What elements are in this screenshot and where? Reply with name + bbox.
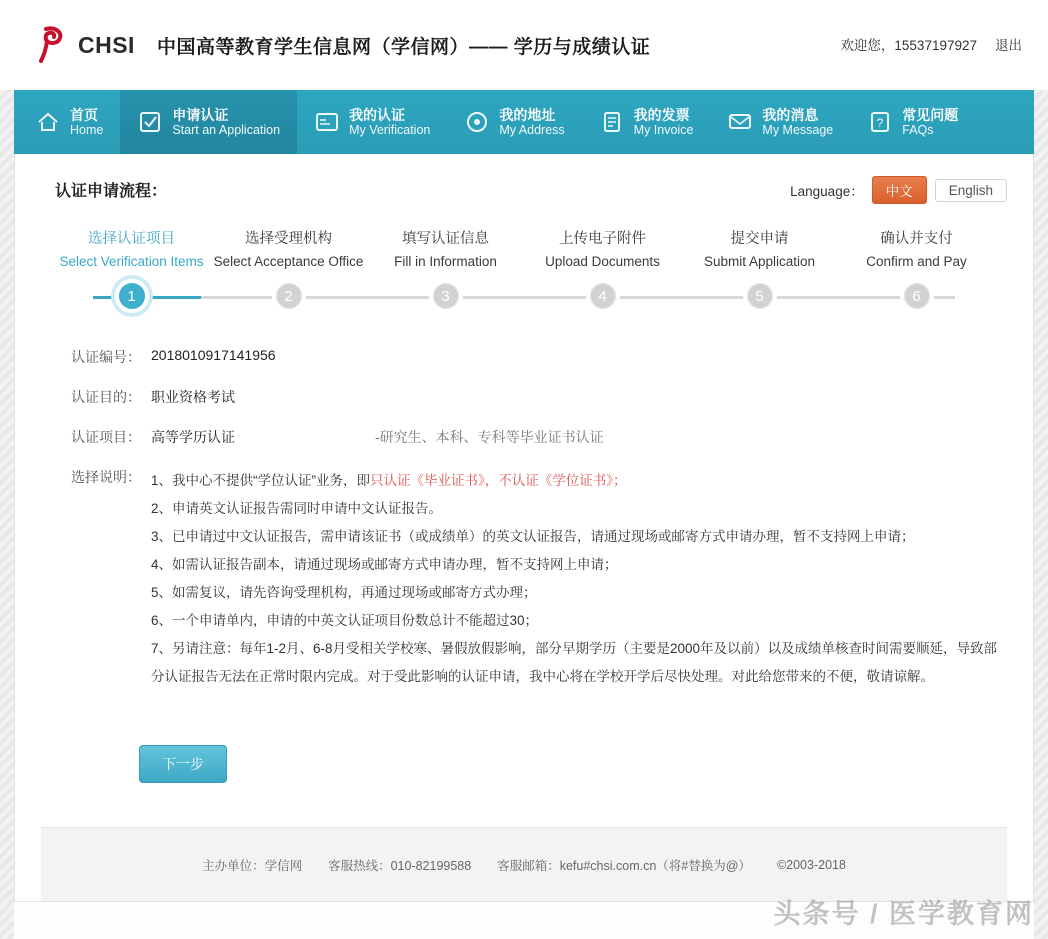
step-2 <box>210 227 367 269</box>
step-label-en: Upload Documents <box>545 254 660 269</box>
step-label-en: Select Acceptance Office <box>213 254 364 269</box>
step-label-cn: 提交申请 <box>730 231 789 247</box>
note-item: 4、如需认证报告副本，请通过现场或邮寄方式申请办理，暂不支持网上申请； <box>151 557 618 572</box>
note-item: 2、申请英文认证报告需同时申请中文认证报告。 <box>151 501 443 516</box>
value-purpose: 职业资格考试 <box>151 389 235 405</box>
header-user-area <box>840 34 1022 54</box>
nav-item-faqs[interactable] <box>850 90 975 154</box>
note-verification-item: -研究生、本科、专科等毕业证书认证 <box>375 429 604 445</box>
footer-organizer: 主办单位：学信网 <box>202 858 303 873</box>
application-form <box>41 347 1007 783</box>
nav-label-en: Home <box>70 122 104 137</box>
nav-label-cn: 我的消息 <box>762 106 819 123</box>
step-label-en: Select Verification Items <box>59 254 204 269</box>
nav-label-cn: 我的地址 <box>499 106 556 123</box>
step-3 <box>367 227 524 269</box>
nav-label-cn: 我的发票 <box>633 106 690 123</box>
step-1 <box>53 227 210 269</box>
step-5 <box>681 227 838 269</box>
step-label-cn: 确认并支付 <box>880 231 953 247</box>
checkbox-icon <box>137 109 163 135</box>
nav-item-my-message[interactable] <box>710 90 850 154</box>
home-icon <box>35 109 61 135</box>
main-content-panel <box>14 154 1034 902</box>
invoice-icon <box>599 109 625 135</box>
step-4 <box>524 227 681 269</box>
language-button-en[interactable]: English <box>935 179 1007 202</box>
value-verification-item: 高等学历认证 <box>151 429 235 445</box>
nav-label-cn: 我的认证 <box>349 106 406 123</box>
nav-label-en: My Invoice <box>633 122 694 137</box>
note-item: 7、另请注意：每年1-2月、6-8月受相关学校寒、暑假放假影响，部分早期学历（主要是2000年及以前）以及成绩单核查时间需要顺延，导致部分认证报告无法在正常时限内完成。对于受此影响的认证申请，我中心将在学校开学后尽快处理。对此给您带来的不便，敬请谅解。 <box>151 641 998 684</box>
nav-item-start-application[interactable] <box>120 90 297 154</box>
logo-text: CHSI <box>78 31 135 58</box>
step-label-cn: 填写认证信息 <box>402 231 489 247</box>
location-icon <box>464 109 490 135</box>
message-icon <box>727 109 753 135</box>
note-item: 1、我中心不提供“学位认证”业务，即只认证《毕业证书》，不认证《学位证书》； <box>151 473 627 488</box>
language-label: Language： <box>790 184 864 199</box>
nav-label-cn: 申请认证 <box>172 106 229 123</box>
nav-label-en: My Message <box>762 122 834 137</box>
notes-list <box>151 467 1007 691</box>
logo[interactable] <box>36 25 135 65</box>
card-icon <box>314 109 340 135</box>
language-button-zh[interactable]: 中文 <box>872 176 927 204</box>
step-circles <box>53 279 995 313</box>
next-step-button[interactable]: 下一步 <box>139 745 227 783</box>
site-footer <box>41 827 1007 901</box>
note-item: 3、已申请过中文认证报告，需申请该证书（或成绩单）的英文认证报告，请通过现场或邮寄方式申请办理，暂不支持网上申请； <box>151 529 915 544</box>
watermark-text: 头条号 / 医学教育网 <box>773 899 1034 929</box>
step-label-en: Fill in Information <box>394 254 497 269</box>
step-circle-5[interactable]: 5 <box>743 279 777 313</box>
step-label-cn: 上传电子附件 <box>559 231 646 247</box>
note-item: 6、一个申请单内，申请的中英文认证项目份数总计不能超过30； <box>151 613 539 628</box>
label-application-number: 认证编号： <box>71 349 141 365</box>
footer-hotline: 客服热线：010-82199588 <box>328 858 472 873</box>
note-item: 5、如需复议，请先咨询受理机构，再通过现场或邮寄方式办理； <box>151 585 537 600</box>
step-circle-1[interactable]: 1 <box>115 279 149 313</box>
step-circle-4[interactable]: 4 <box>586 279 620 313</box>
left-decorative-stripe <box>0 0 14 939</box>
welcome-text: 欢迎您，15537197927 <box>840 38 977 53</box>
value-application-number: 2018010917141956 <box>151 347 276 363</box>
step-circle-6[interactable]: 6 <box>900 279 934 313</box>
nav-label-en: My Address <box>499 122 565 137</box>
nav-item-my-invoice[interactable] <box>582 90 711 154</box>
nav-item-home[interactable] <box>18 90 120 154</box>
row-purpose <box>55 387 1007 407</box>
page-title: 认证申请流程： <box>55 183 168 200</box>
nav-label-cn: 首页 <box>70 106 98 123</box>
right-decorative-stripe <box>1034 0 1048 939</box>
step-label-en: Confirm and Pay <box>866 254 967 269</box>
step-label-cn: 选择受理机构 <box>245 231 332 247</box>
footer-email: 客服邮箱：kefu#chsi.com.cn（将#替换为@） <box>497 858 751 873</box>
step-progress <box>53 227 995 319</box>
language-switcher <box>790 176 1007 204</box>
row-application-number <box>55 347 1007 367</box>
row-notes <box>55 467 1007 691</box>
step-label-cn: 选择认证项目 <box>88 231 175 247</box>
main-nav <box>0 90 1048 154</box>
label-purpose: 认证目的： <box>71 389 141 405</box>
site-header <box>0 0 1048 90</box>
label-notes: 选择说明： <box>71 469 141 485</box>
logout-link[interactable]: 退出 <box>995 38 1022 53</box>
footer-copyright: ©2003-2018 <box>776 857 846 872</box>
step-circle-2[interactable]: 2 <box>272 279 306 313</box>
chsi-bird-logo-icon <box>36 25 70 65</box>
nav-label-en: FAQs <box>902 122 934 137</box>
nav-label-en: Start an Application <box>172 122 281 137</box>
label-verification-item: 认证项目： <box>71 429 141 445</box>
svg-text:?: ? <box>876 116 884 130</box>
question-icon <box>867 109 893 135</box>
step-circle-3[interactable]: 3 <box>429 279 463 313</box>
step-6 <box>838 227 995 269</box>
row-verification-item <box>55 427 1007 447</box>
site-title: 中国高等教育学生信息网（学信网）—— 学历与成绩认证 <box>156 36 651 58</box>
nav-item-my-address[interactable] <box>447 90 581 154</box>
nav-label-cn: 常见问题 <box>902 106 959 123</box>
nav-item-my-verification[interactable] <box>297 90 447 154</box>
step-label-en: Submit Application <box>703 254 816 269</box>
nav-label-en: My Verification <box>349 122 431 137</box>
